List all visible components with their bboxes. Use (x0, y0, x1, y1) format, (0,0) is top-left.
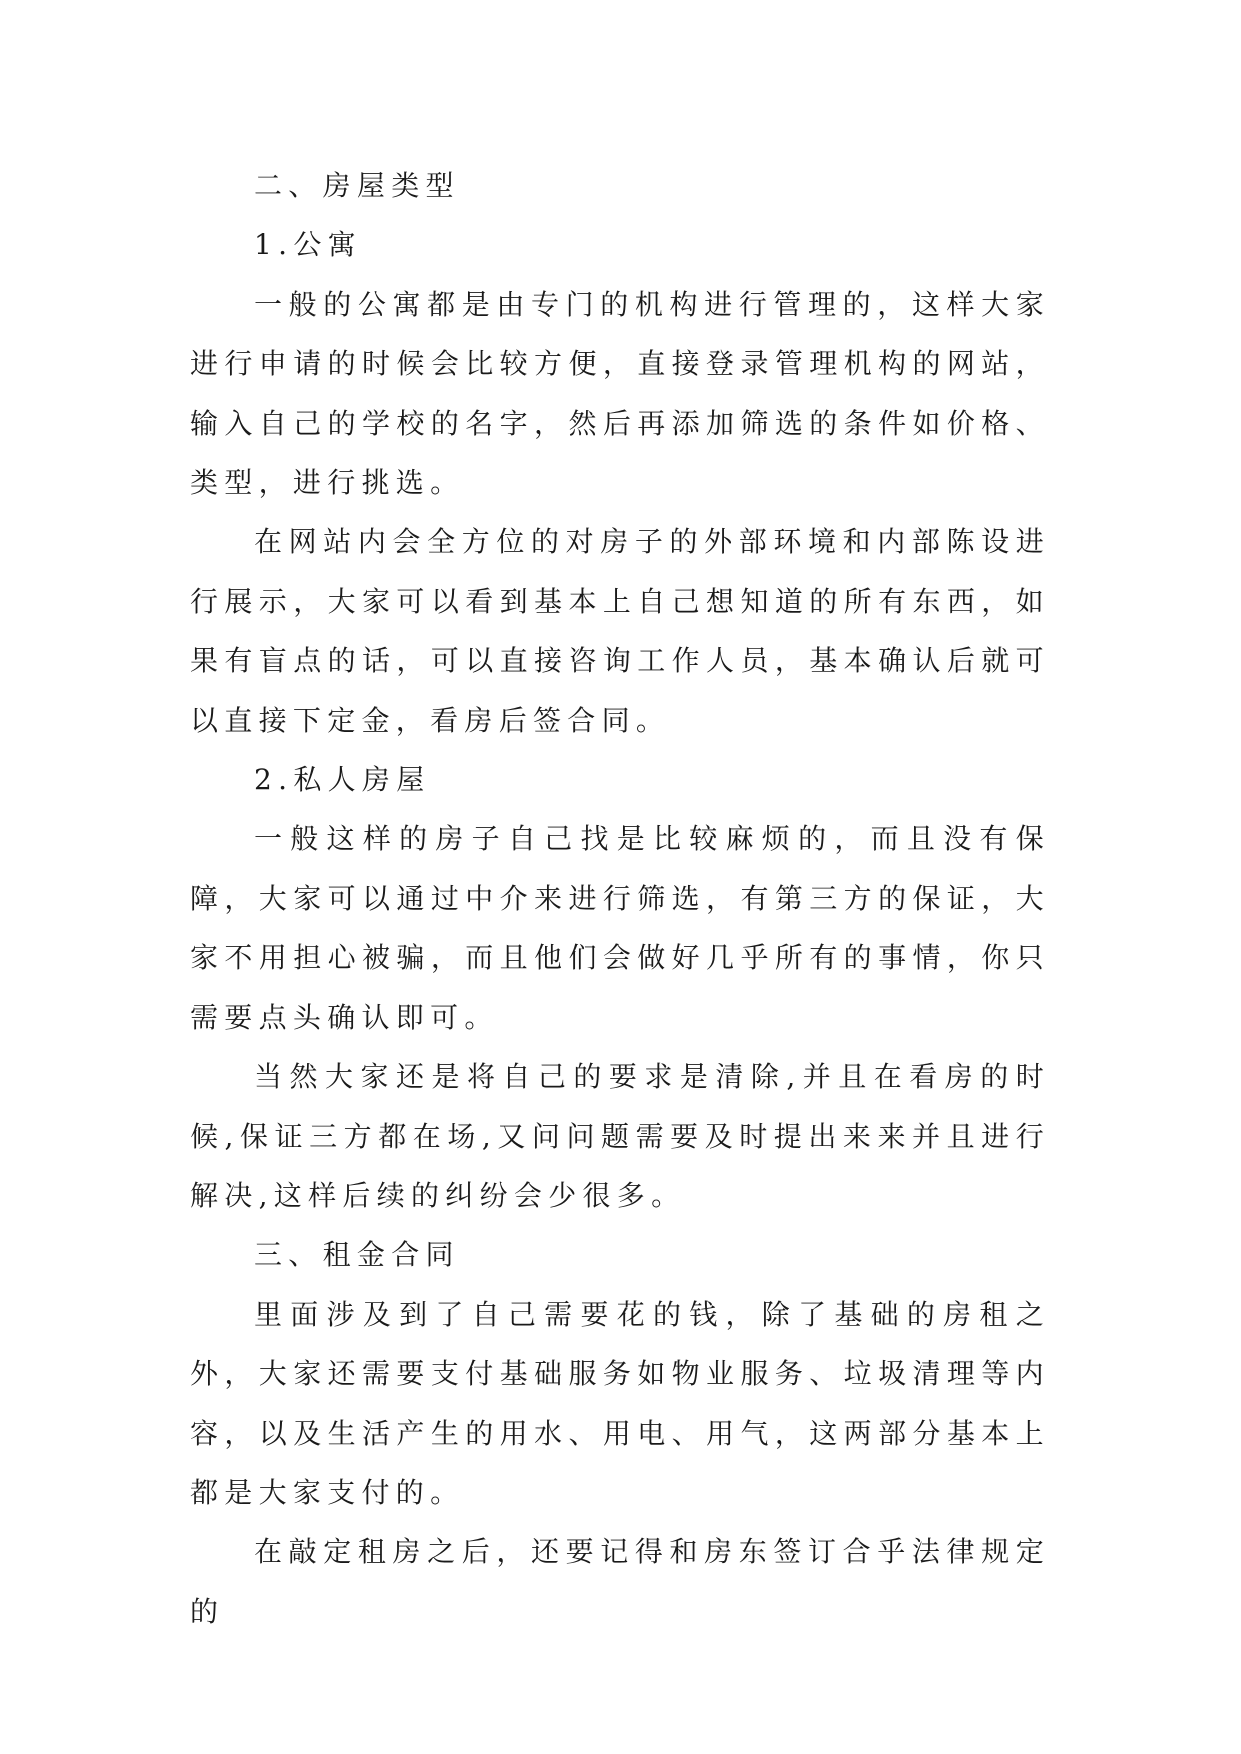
paragraph-apartment-management: 一般的公寓都是由专门的机构进行管理的，这样大家进行申请的时候会比较方便，直接登录管理机构的网站，输入自己的学校的名字，然后再添加筛选的条件如价格、类型，进行挑选。 (190, 287, 1050, 500)
paragraph-apartment-website: 在网站内会全方位的对房子的外部环境和内部陈设进行展示，大家可以看到基本上自己想知道的所有东西，如果有盲点的话，可以直接咨询工作人员，基本确认后就可以直接下定金，看房后签合同。 (190, 525, 1050, 737)
subheading-apartment: 1.公寓 (254, 228, 362, 262)
paragraph-rent-costs: 里面涉及到了自己需要花的钱，除了基础的房租之外，大家还需要支付基础服务如物业服务、垃圾清理等内容，以及生活产生的用水、用电、用气，这两部分基本上都是大家支付的。 (190, 1297, 1050, 1509)
paragraph-private-agency: 一般这样的房子自己找是比较麻烦的，而且没有保障，大家可以通过中介来进行筛选，有第三方的保证，大家不用担心被骗，而且他们会做好几乎所有的事情，你只需要点头确认即可。 (190, 822, 1050, 1034)
section-heading-rent-contract: 三、租金合同 (254, 1238, 460, 1272)
section-heading-house-types: 二、房屋类型 (254, 169, 460, 202)
subheading-private-housing: 2.私人房屋 (254, 763, 431, 797)
document-body (190, 156, 1050, 1641)
paragraph-contract-signing: 在敲定租房之后，还要记得和房东签订合乎法律规定的 (190, 1535, 1050, 1628)
paragraph-private-viewing: 当然大家还是将自己的要求是清除,并且在看房的时候,保证三方都在场,又问问题需要及时提出来来并且进行解决,这样后续的纠纷会少很多。 (190, 1060, 1050, 1212)
